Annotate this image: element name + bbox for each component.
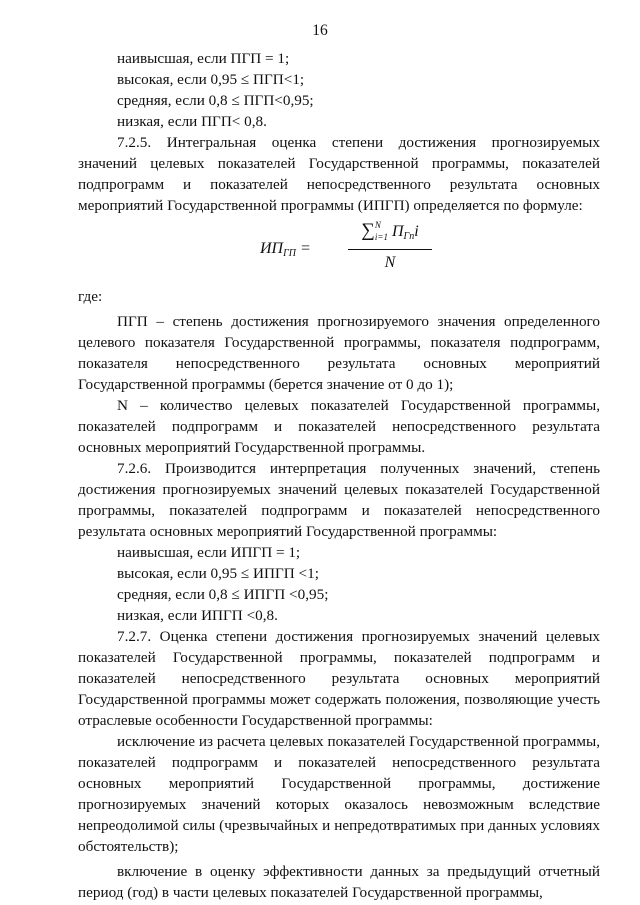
paragraph-exclusion: исключение из расчета целевых показателей Государственной программы, показателей подпрограмм и показателей непосредственного результата основных мероприятий Государственной программы, достижение прогнозируемых значений которых оказалось невозможным вследствие непреодолимой силы (чрезвычайных и непредотвратимых при данных условиях обстоятельств); (78, 733, 600, 855)
sum-lower-limit: i=1 (374, 232, 388, 242)
list-item: высокая, если 0,95 ≤ ПГП<1; (117, 71, 305, 88)
formula-lhs (260, 238, 311, 264)
formula-term: П (391, 223, 404, 240)
definition-p-gp: ПГП – степень достижения прогнозируемого значения определенного целевого показателя Государственной программы, показателя подпрограмм, показателя непосредственного результата основных мероприятий Государственной программы (берется значение от 0 до 1); (78, 313, 600, 393)
definition-n: N – количество целевых показателей Государственной программы, показателей подпрограмм и показателей непосредственного результата основных мероприятий Государственной программы. (78, 397, 600, 456)
formula-denominator: N (384, 254, 396, 271)
list-item: высокая, если 0,95 ≤ ИПГП <1; (117, 565, 319, 582)
formula-equals: = (300, 240, 311, 257)
list-item: наивысшая, если ПГП = 1; (117, 50, 290, 67)
paragraph-7-2-7: 7.2.7. Оценка степени достижения прогнозируемых значений целевых показателей Государственной программы, показателей подпрограмм и показателей непосредственного результата основных мероприятий Государственной программы может содержать положения, позволяющие учесть отраслевые особенности Государственной программы: (78, 628, 600, 729)
where-label: где: (78, 288, 103, 305)
formula-term-subscript: Гп (403, 231, 415, 242)
paragraph-inclusion: включение в оценку эффективности данных за предыдущий отчетный период (год) в части целевых показателей Государственной программы, (78, 863, 600, 901)
list-item: средняя, если 0,8 ≤ ПГП<0,95; (117, 92, 314, 109)
list-item: низкая, если ПГП< 0,8. (117, 113, 267, 130)
paragraph-7-2-6: 7.2.6. Производится интерпретация полученных значений, степень достижения прогнозируемых значений целевых показателей Государственной программы, показателей подпрограмм и показателей непосредственного результата основных мероприятий Государственной программы: (78, 460, 600, 540)
paragraph-7-2-5: 7.2.5. Интегральная оценка степени достижения прогнозируемых значений целевых показателей Государственной программы, показателей подпрограмм и показателей непосредственного результата основных мероприятий Государственной программы (ИПГП) определяется по формуле: (78, 134, 600, 214)
formula-index: i (414, 223, 419, 240)
formula-fraction (340, 220, 440, 273)
sum-upper-limit: N (374, 220, 381, 230)
formula-numerator (340, 220, 440, 249)
formula-ip-gp (78, 220, 600, 282)
formula-lhs-subscript: ГП (283, 248, 297, 259)
page-number: 16 (312, 22, 328, 39)
list-item: низкая, если ИПГП <0,8. (117, 607, 278, 624)
list-item: наивысшая, если ИПГП = 1; (117, 544, 301, 561)
sum-symbol: ∑ (361, 220, 375, 241)
list-item: средняя, если 0,8 ≤ ИПГП <0,95; (117, 586, 329, 603)
formula-lhs-symbol: ИП (260, 240, 284, 257)
page-content (78, 48, 600, 903)
